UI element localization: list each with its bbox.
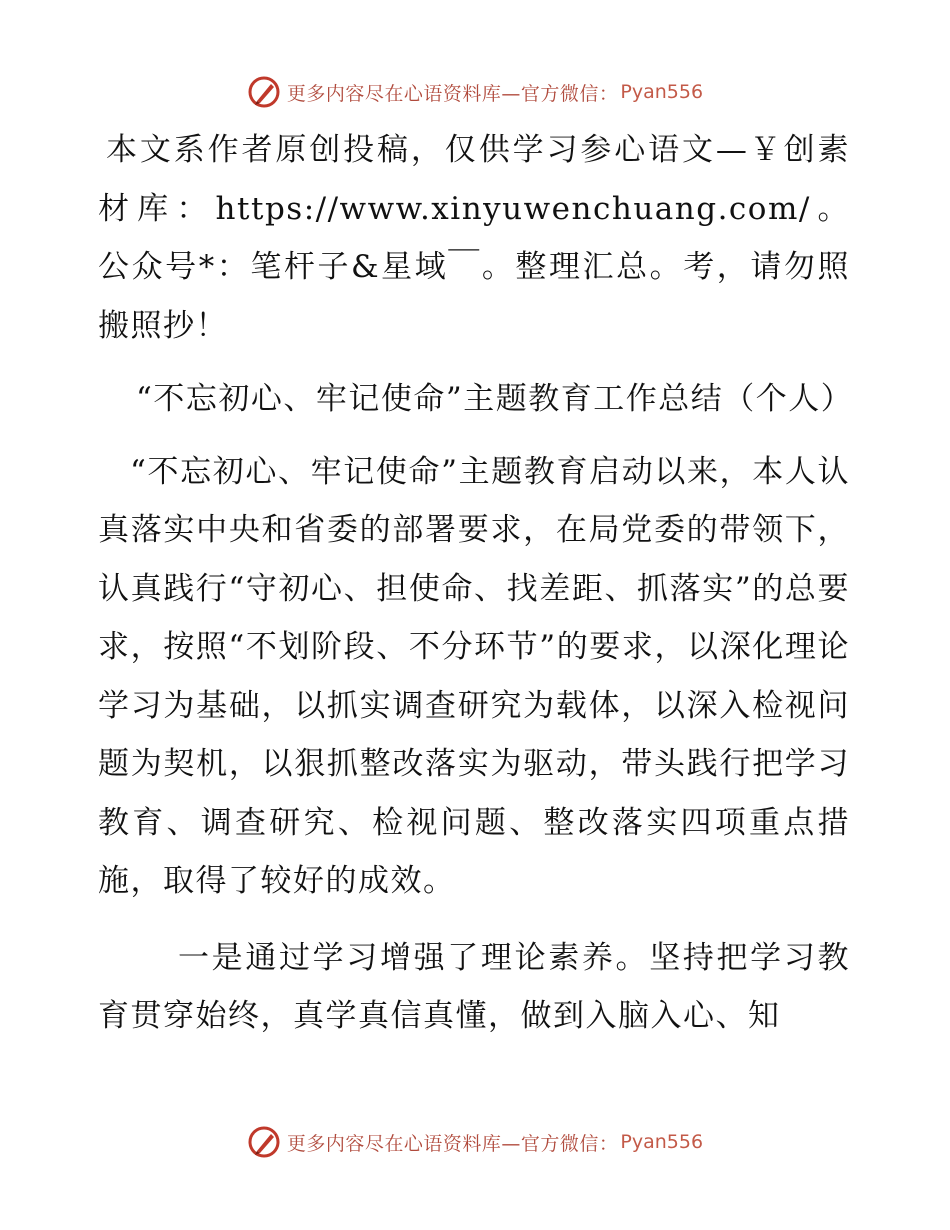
banner-text: 更多内容尽在心语资料库—官方微信：	[286, 82, 619, 105]
pen-logo-icon	[247, 75, 281, 109]
footer-banner	[0, 1122, 950, 1162]
document-body	[98, 121, 854, 1046]
document-title: “不忘初心、牢记使命”主题教育工作总结（个人）	[136, 381, 854, 417]
paragraph-lead: “不忘初心、牢记使命”主题教育启动以来，本人认真落实中央和省委的部署要求，在局党委的带领下，认真践行“守初心、担使命、找差距、抓落实”的总要求，按照“不划阶段、不分环节”的要求，以深化理论学习为基础，以抓实调查研究为载体，以深入检视问题为契机，以狠抓整改落实为驱动，带头践行把学习教育、调查研究、检视问题、整改落实四项重点措施，取得了较好的成效。	[98, 453, 850, 899]
header-banner	[0, 72, 950, 112]
intro-notice: 本文系作者原创投稿，仅供学习参心语文—￥创素材库：https://www.xinyuwenchuang.com/。公众号*：笔杆子&星域￣。整理汇总。考，请勿照搬照抄！	[98, 132, 850, 344]
banner-text: 更多内容尽在心语资料库—官方微信：	[286, 1132, 619, 1155]
paragraph-point-1: 一是通过学习增强了理论素养。坚持把学习教育贯穿始终，真学真信真懂，做到入脑入心、知	[98, 939, 850, 1034]
banner-contact: Pyan556	[620, 81, 704, 103]
banner-contact: Pyan556	[620, 1131, 704, 1153]
pen-logo-icon	[247, 1125, 281, 1159]
